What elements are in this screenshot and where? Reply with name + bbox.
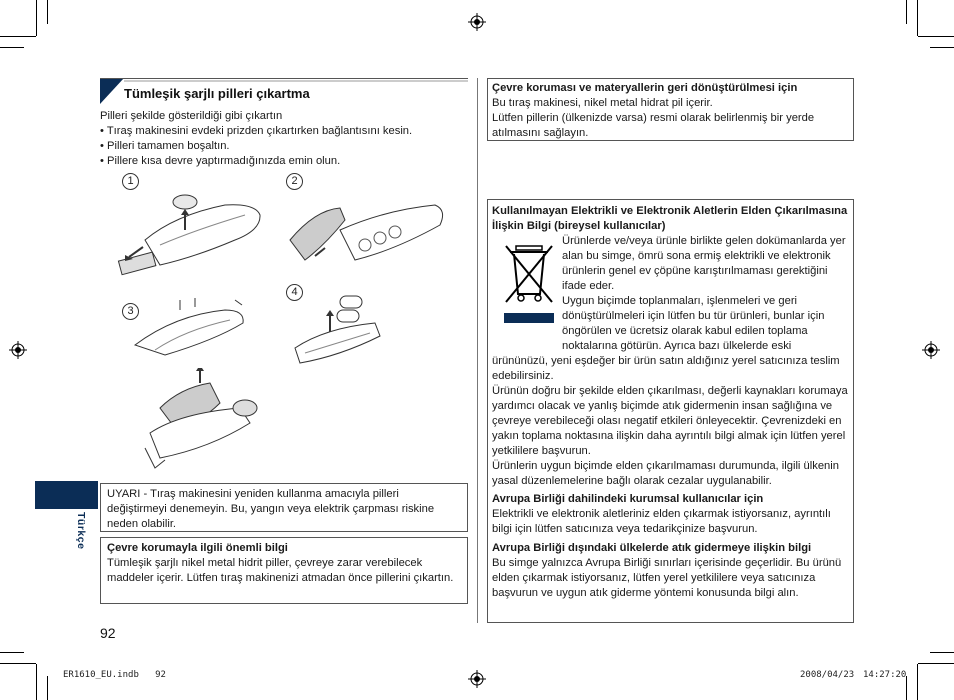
crop-mark xyxy=(918,663,954,664)
section-title: Tümleşik şarjlı pilleri çıkartma xyxy=(124,86,310,101)
crop-mark xyxy=(917,664,918,700)
weee-info-box xyxy=(487,199,854,623)
step-number: 1 xyxy=(122,173,139,190)
intro-line: Pilleri şekilde gösterildiği gibi çıkartın xyxy=(100,110,283,122)
registration-mark-icon xyxy=(468,13,486,31)
column-divider xyxy=(477,78,478,623)
crop-mark xyxy=(906,0,907,24)
environment-text: Tümleşik şarjlı nikel metal hidrit piller, çevreye zarar verebilecek maddeler içerir. Lütfen tıraş makinenizi atmadan önce pillerini çıkartın. xyxy=(107,557,454,584)
registration-mark-icon xyxy=(9,341,27,359)
shaver-illustration-step-2 xyxy=(285,190,450,270)
footer-file: ER1610_EU.indb 92 xyxy=(63,670,166,680)
crop-mark xyxy=(36,664,37,700)
crop-mark xyxy=(930,47,954,48)
crop-mark xyxy=(0,663,36,664)
crossed-bin-icon xyxy=(502,242,557,324)
eu-title: Avrupa Birliği dahilindeki kurumsal kullanıcılar için xyxy=(492,493,764,505)
crop-mark xyxy=(0,47,24,48)
environment-info-box xyxy=(100,537,468,604)
crop-mark xyxy=(917,0,918,36)
crop-mark xyxy=(0,652,24,653)
step-number: 2 xyxy=(286,173,303,190)
warning-text: UYARI - Tıraş makinesini yeniden kullanma amacıyla pilleri değiştirmeyi denemeyin. Bu, yangın veya elektrik çarpması riskine neden olabilir. xyxy=(107,488,435,530)
bullet-item: • Pilleri tamamen boşaltın. xyxy=(100,140,230,152)
recycling-text: Lütfen pillerin (ülkenizde varsa) resmi olarak belirlenmiş bir yerde atılmasını sağlayın. xyxy=(492,112,815,139)
intro-text xyxy=(100,109,468,169)
crop-mark xyxy=(36,0,37,36)
non-eu-text: Bu simge yalnızca Avrupa Birliği sınırları içerisinde geçerlidir. Bu ürünü elden çıkarmak istiyorsanız, lütfen yerel yetkililere veya satıcınıza başvurun ve uygun atık giderme yöntemi konusunda bilgi alın. xyxy=(492,557,842,599)
bullet-item: • Pillere kısa devre yaptırmadığınızda emin olun. xyxy=(100,155,341,167)
crop-mark xyxy=(47,676,48,700)
shaver-illustration-step-3b xyxy=(140,368,270,473)
registration-mark-icon xyxy=(922,341,940,359)
environment-title: Çevre korumayla ilgili önemli bilgi xyxy=(107,542,288,554)
shaver-illustration-step-3 xyxy=(125,295,265,365)
bullet-item: • Tıraş makinesini evdeki prizden çıkartırken bağlantısını kesin. xyxy=(100,125,413,137)
step-number: 4 xyxy=(286,284,303,301)
recycling-box xyxy=(487,78,854,141)
weee-paragraph: Ürünlerde ve/veya ürünle birlikte gelen dokümanlarda yer alan bu simge, ömrü sona ermiş elektrikli ve elektronik ürünlerin genel ev çöpüne karıştırılmaması gerektiğini ifade eder. xyxy=(562,235,846,292)
footer-date: 2008/04/23 xyxy=(800,670,855,680)
crop-mark xyxy=(930,652,954,653)
weee-paragraph: ürününüzü, yeni eşdeğer bir ürün satın aldığınız yerel satıcınıza teslim edebilirsiniz. xyxy=(492,355,840,382)
non-eu-title: Avrupa Birliği dışındaki ülkelerde atık gidermeye ilişkin bilgi xyxy=(492,542,812,554)
crop-mark xyxy=(918,36,954,37)
registration-mark-icon xyxy=(468,670,486,688)
weee-paragraph: Ürünün doğru bir şekilde elden çıkarılması, değerli kaynakları korumaya yardımcı olacak ve yanlış biçimde atık gidermenin insan sağlığına ve çevreye verebileceği olası negatif etkileri önleyecektir. Çevrenizdeki en yakın toplama noktasına ilişkin daha ayrıntılı bilgi almak için lütfen yerel yetkililere başvurun. xyxy=(492,385,848,457)
weee-paragraph: Ürünlerin uygun biçimde elden çıkarılmaması durumunda, ilgili ülkenin yasal düzenlemelerine bağlı olarak cezalar uygulanabilir. xyxy=(492,460,839,487)
eu-text: Elektrikli ve elektronik aletleriniz elden çıkarmak istiyorsanız, ayrıntılı bilgi için lütfen satıcınıza veya tedarikçinize başvurun. xyxy=(492,508,831,535)
warning-box xyxy=(100,483,468,532)
crop-mark xyxy=(47,0,48,24)
recycling-title: Çevre koruması ve materyallerin geri dönüştürülmesi için xyxy=(492,82,798,94)
weee-paragraph: Uygun biçimde toplanmaları, işlenmeleri ve geri dönüştürülmeleri için lütfen bu tür ürünleri, bunlar için öngörülen ve ücretsiz olarak kabul edilen toplama noktalarına götürün. Ayrıca bazı ülkelerde eski xyxy=(562,295,825,352)
step-number: 3 xyxy=(122,303,139,320)
crop-mark xyxy=(0,36,36,37)
page-number: 92 xyxy=(100,625,116,641)
recycling-text: Bu tıraş makinesi, nikel metal hidrat pil içerir. xyxy=(492,97,713,109)
shaver-illustration-step-1 xyxy=(115,185,265,285)
language-label: Türkçe xyxy=(75,512,87,550)
language-tab xyxy=(35,481,98,509)
footer-time: 14:27:20 xyxy=(863,670,907,680)
shaver-illustration-step-4 xyxy=(285,288,395,368)
weee-title: Kullanılmayan Elektrikli ve Elektronik Aletlerin Elden Çıkarılmasına İlişkin Bilgi (bireysel kullanıcılar) xyxy=(492,205,848,232)
